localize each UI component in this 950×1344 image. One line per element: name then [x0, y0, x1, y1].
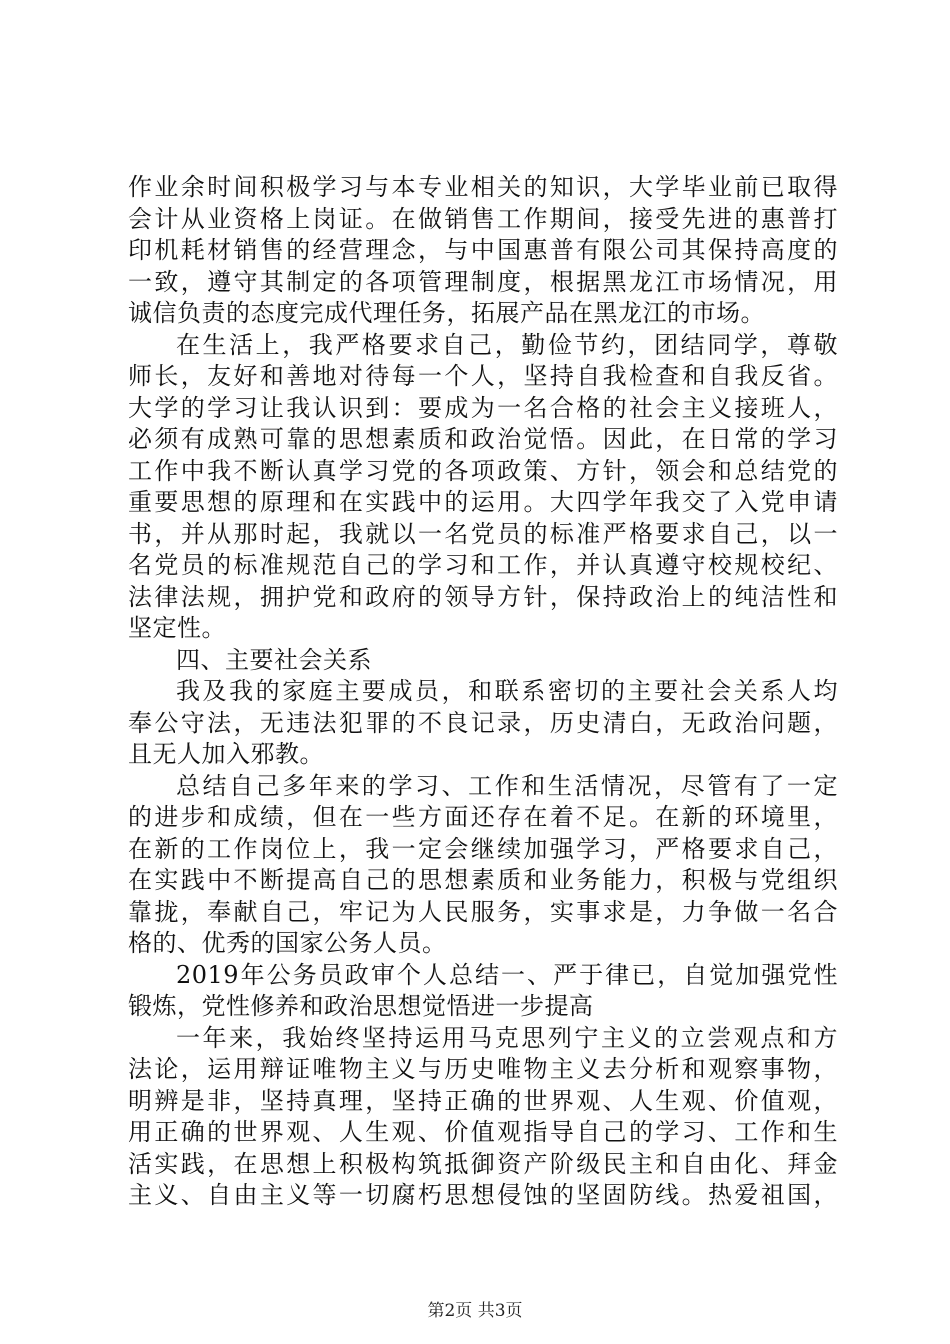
text-line: 主义、自由主义等一切腐朽思想侵蚀的坚固防线。热爱祖国，	[128, 1181, 838, 1209]
text-line: 奉公守法，无违法犯罪的不良记录，历史清白，无政治问题，	[128, 708, 838, 737]
text-line: 坚定性。	[128, 614, 226, 642]
text-line: 重要思想的原理和在实践中的运用。大四学年我交了入党申请	[128, 488, 838, 516]
text-line: 一致，遵守其制定的各项管理制度，根据黑龙江市场情况，用	[128, 267, 838, 296]
text-line: 法律法规，拥护党和政府的领导方针，保持政治上的纯洁性和	[128, 582, 838, 611]
text-line: 靠拢，奉献自己，牢记为人民服务，实事求是，力争做一名合	[128, 897, 838, 926]
text-line: 在新的工作岗位上，我一定会继续加强学习，严格要求自己，	[128, 834, 838, 863]
text-line: 大学的学习让我认识到：要成为一名合格的社会主义接班人，	[128, 393, 838, 422]
page-footer: 第2页 共3页	[427, 1301, 523, 1321]
text-line: 在生活上，我严格要求自己，勤俭节约，团结同学，尊敬	[176, 330, 838, 359]
text-line: 格的、优秀的国家公务人员。	[128, 929, 447, 957]
text-line: 诚信负责的态度完成代理任务，拓展产品在黑龙江的市场。	[128, 299, 765, 327]
text-line: 在实践中不断提高自己的思想素质和业务能力，积极与党组织	[128, 866, 838, 894]
section-heading: 2019年公务员政审个人总结一、严于律已，自觉加强党性	[176, 960, 838, 989]
text-line: 法论，运用辩证唯物主义与历史唯物主义去分析和观察事物，	[128, 1055, 838, 1083]
text-line: 印机耗材销售的经营理念，与中国惠普有限公司其保持高度的	[128, 236, 838, 264]
text-line: 且无人加入邪教。	[128, 740, 324, 768]
text-line: 名党员的标准规范自己的学习和工作，并认真遵守校规校纪、	[128, 551, 838, 579]
section-heading: 锻炼，党性修养和政治思想觉悟进一步提高	[128, 992, 594, 1020]
text-line: 我及我的家庭主要成员，和联系密切的主要社会关系人均	[176, 677, 838, 705]
text-line: 书，并从那时起，我就以一名党员的标准严格要求自己，以一	[128, 519, 838, 548]
text-line: 明辨是非，坚持真理，坚持正确的世界观、人生观、价值观，	[128, 1086, 838, 1115]
text-line: 用正确的世界观、人生观、价值观指导自己的学习、工作和生	[128, 1118, 838, 1146]
section-heading: 四、主要社会关系	[176, 645, 372, 674]
text-line: 作业余时间积极学习与本专业相关的知识，大学毕业前已取得	[128, 173, 838, 201]
text-line: 必须有成熟可靠的思想素质和政治觉悟。因此，在日常的学习	[128, 425, 838, 453]
text-line: 的进步和成绩，但在一些方面还存在着不足。在新的环境里，	[128, 803, 838, 831]
text-line: 工作中我不断认真学习党的各项政策、方针，领会和总结党的	[128, 456, 838, 485]
text-line: 活实践，在思想上积极构筑抵御资产阶级民主和自由化、拜金	[128, 1149, 838, 1178]
text-line: 总结自己多年来的学习、工作和生活情况，尽管有了一定	[176, 771, 838, 800]
text-line: 师长，友好和善地对待每一个人，坚持自我检查和自我反省。	[128, 362, 838, 390]
text-line: 会计从业资格上岗证。在做销售工作期间，接受先进的惠普打	[128, 204, 838, 233]
document-body	[128, 172, 838, 1212]
text-line: 一年来，我始终坚持运用马克思列宁主义的立尝观点和方	[176, 1023, 838, 1052]
